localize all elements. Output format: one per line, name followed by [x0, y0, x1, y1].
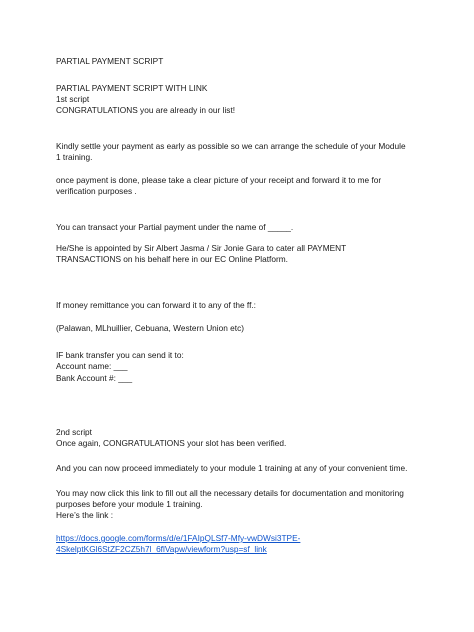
- account-name-line: Account name: ___: [56, 361, 128, 371]
- settle-line-1: Kindly settle your payment as early as possible so we can arrange the schedule of your Module: [56, 141, 406, 151]
- doc-subtitle: PARTIAL PAYMENT SCRIPT WITH LINK: [56, 83, 208, 93]
- script1-heading: 1st script: [56, 94, 90, 104]
- transact-line: You can transact your Partial payment under the name of _____.: [56, 222, 294, 232]
- remit-line: If money remittance you can forward it to any of the ff.:: [56, 300, 256, 310]
- appointed-line-1: He/She is appointed by Sir Albert Jasma / Sir Jonie Gara to cater all PAYMENT: [56, 243, 347, 253]
- click-line-1: You may now click this link to fill out all the necessary details for documentation and monitoring: [56, 488, 404, 498]
- once-line-1: once payment is done, please take a clear picture of your receipt and forward it to me for: [56, 175, 382, 185]
- here-line: Here’s the link :: [56, 510, 114, 520]
- settle-line-2: 1 training.: [56, 152, 93, 162]
- bank-line: IF bank transfer you can send it to:: [56, 350, 184, 360]
- form-link-line-2[interactable]: 4SkelptKGl6StZF2CZ5h7l_6flVapw/viewform?usp=sf_link: [56, 544, 267, 554]
- script1-congrats: CONGRATULATIONS you are already in our list!: [56, 105, 236, 115]
- doc-title: PARTIAL PAYMENT SCRIPT: [56, 56, 164, 66]
- script2-heading: 2nd script: [56, 427, 92, 437]
- click-line-2: purposes before your module 1 training.: [56, 499, 203, 509]
- once-line-2: verification purposes .: [56, 186, 137, 196]
- remit-list: (Palawan, MLhuillier, Cebuana, Western Union etc): [56, 323, 245, 333]
- proceed-line: And you can now proceed immediately to your module 1 training at any of your convenient time.: [56, 463, 408, 473]
- script2-congrats: Once again, CONGRATULATIONS your slot has been verified.: [56, 438, 287, 448]
- appointed-line-2: TRANSACTIONS on his behalf here in our EC Online Platform.: [56, 254, 288, 264]
- bank-account-line: Bank Account #: ___: [56, 373, 133, 383]
- form-link-line-1[interactable]: https://docs.google.com/forms/d/e/1FAIpQLSf7-Mfy-vwDWsi3TPE-: [56, 533, 301, 543]
